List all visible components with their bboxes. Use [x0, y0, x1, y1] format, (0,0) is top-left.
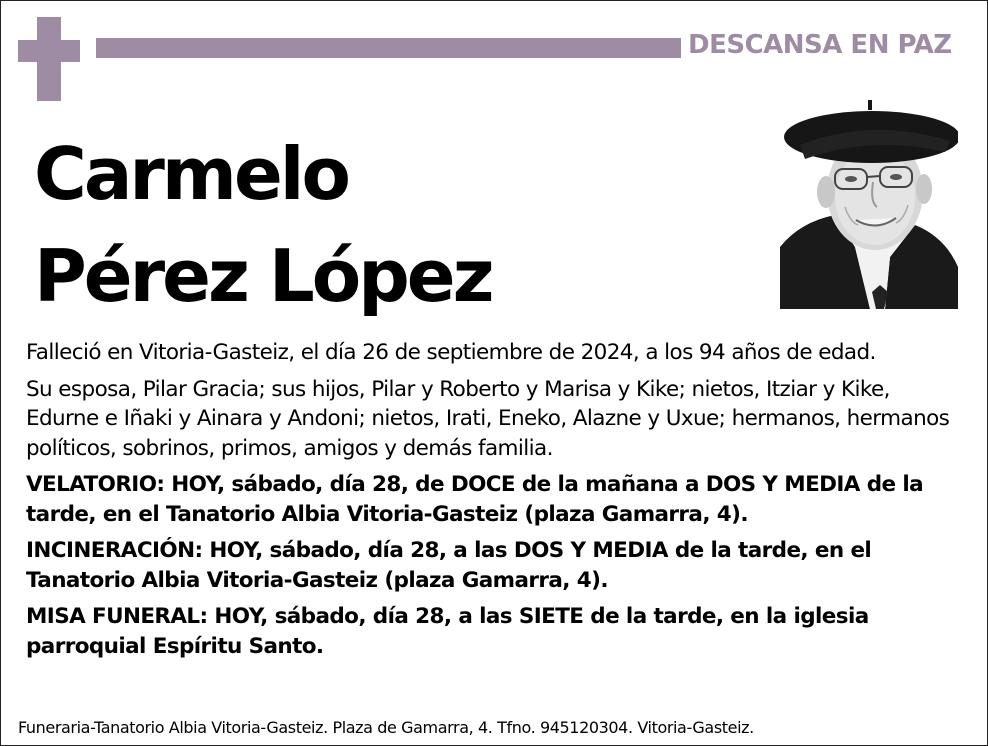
funeral-home-footer: Funeraria-Tanatorio Albia Vitoria-Gasteiz. Plaza de Gamarra, 4. Tfno. 945120304. Vitoria-Gasteiz. — [18, 718, 754, 737]
death-statement: Falleció en Vitoria-Gasteiz, el día 26 de septiembre de 2024, a los 94 años de edad. — [26, 340, 876, 365]
portrait-photo — [780, 97, 958, 309]
deceased-first-name: Carmelo — [34, 132, 348, 216]
cross-icon-horizontal — [18, 40, 80, 62]
header-rule — [96, 38, 681, 58]
cremation-details: INCINERACIÓN: HOY, sábado, día 28, a las DOS Y MEDIA de la tarde, en el Tanatorio Albia Vitoria-Gasteiz (plaza Gamarra, 4). — [26, 538, 872, 593]
notice-body — [26, 338, 966, 668]
wake-details: VELATORIO: HOY, sábado, día 28, de DOCE de la mañana a DOS Y MEDIA de la tarde, en el Tanatorio Albia Vitoria-Gasteiz (plaza Gamarra, 4). — [26, 472, 924, 527]
portrait-photo-icon — [780, 97, 958, 309]
family-list: Su esposa, Pilar Gracia; sus hijos, Pilar y Roberto y Marisa y Kike; nietos, Itziar y Kike, Edurne e Iñaki y Ainara y Andoni; nietos, Irati, Eneko, Alazne y Uxue; hermanos, hermanos políticos, sobrinos, primos, amigos y demás familia. — [26, 376, 950, 461]
deceased-surnames: Pérez López — [34, 234, 492, 318]
funeral-mass-details: MISA FUNERAL: HOY, sábado, día 28, a las SIETE de la tarde, en la iglesia parroquial Espíritu Santo. — [26, 604, 869, 659]
rip-label: DESCANSA EN PAZ — [688, 30, 952, 60]
